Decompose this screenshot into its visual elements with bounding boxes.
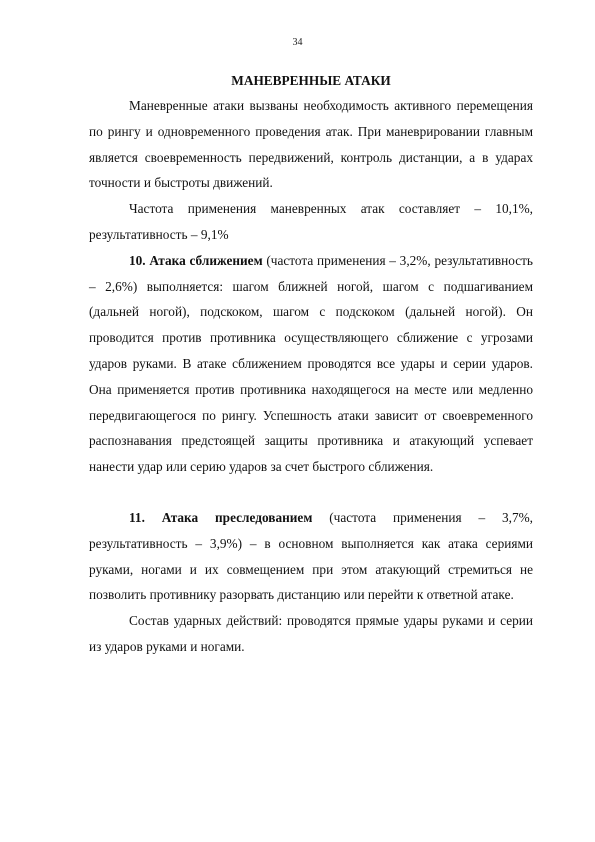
paragraph-frequency: Частота применения маневренных атак составляет – 10,1%, результативность – 9,1% xyxy=(89,201,533,242)
page-content xyxy=(89,70,533,660)
approach-attack-title: 10. Атака сближением xyxy=(129,252,263,268)
pursuit-attack-title: 11. Атака преследованием xyxy=(129,509,313,525)
paragraph-pursuit-attack xyxy=(89,505,533,608)
approach-attack-text: (частота применения – 3,2%, результативность – 2,6%) выполняется: шагом ближней ногой, шагом с подшагиванием (дальней ногой), подскоком, шагом с подскоком (дальней ногой). Он проводится против противника осуществляющего сближение с угрозами ударов руками. В атаке сближением проводятся все удары и серии ударов. Она применяется против противника находящегося на месте или медленно передвигающегося по рингу. Успешность атаки зависит от своевременного распознавания предстоящей защиты противника и атакующий успевает нанести удар или серию ударов за счет быстрого сближения. xyxy=(89,252,533,475)
paragraph-strike-composition: Состав ударных действий: проводятся прямые удары руками и серии из ударов руками и ногами. xyxy=(89,613,533,654)
section-heading: МАНЕВРЕННЫЕ АТАКИ xyxy=(231,73,391,88)
paragraph-intro: Маневренные атаки вызваны необходимость активного перемещения по рингу и одновременного проведения атак. При маневрировании главным является своевременность передвижений, контроль дистанции, а в ударах точности и быстроты движений. xyxy=(89,98,533,191)
paragraph-approach-attack xyxy=(89,248,533,480)
page-number: 34 xyxy=(292,37,303,48)
pursuit-attack-text: (частота применения – 3,7%, результативность – 3,9%) – в основном выполняется как атака сериями руками, ногами и их совмещением при этом атакующий стремиться не позволить противнику разорвать дистанцию или перейти к ответной атаке. xyxy=(89,509,533,603)
